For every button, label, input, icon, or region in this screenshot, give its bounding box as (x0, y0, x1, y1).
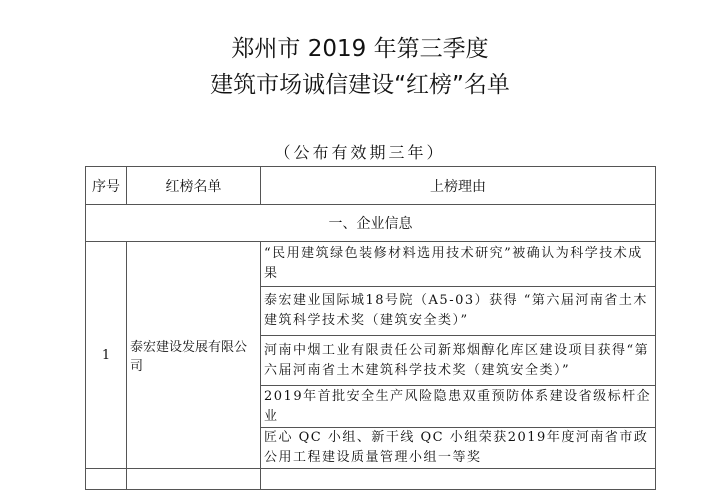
section-row (86, 205, 656, 242)
reason-cell: 2019年首批安全生产风险隐患双重预防体系建设省级标杆企业 (261, 386, 656, 428)
company-name: 泰宏建设发展有限公司 (127, 242, 261, 469)
table-row (86, 242, 656, 287)
header-name: 红榜名单 (127, 167, 261, 205)
reason-cell: 河南中烟工业有限责任公司新郑烟醇化库区建设项目获得“第六届河南省土木建筑科学技术奖（建筑安全类）” (261, 336, 656, 386)
subtitle: （公布有效期三年） (274, 143, 446, 162)
red-list-table (85, 166, 656, 490)
reason-cell: “民用建筑绿色装修材料选用技术研究”被确认为科学技术成果 (261, 242, 656, 287)
header-reason: 上榜理由 (261, 167, 656, 205)
header-seq: 序号 (86, 167, 127, 205)
header-row (86, 167, 656, 205)
seq-cell: 1 (86, 242, 127, 469)
title-line-2: 建筑市场诚信建设“红榜”名单 (210, 72, 510, 98)
reason-cell: 泰宏建业国际城18号院（A5-03）获得 “第六届河南省土木建筑科学技术奖（建筑安全类）” (261, 287, 656, 336)
title-line-1: 郑州市 2019 年第三季度 (231, 36, 489, 62)
section-title: 一、企业信息 (86, 205, 656, 242)
reason-cell: 匠心 QC 小组、新干线 QC 小组荣获2019年度河南省市政公用工程建设质量管理小组一等奖 (261, 428, 656, 469)
